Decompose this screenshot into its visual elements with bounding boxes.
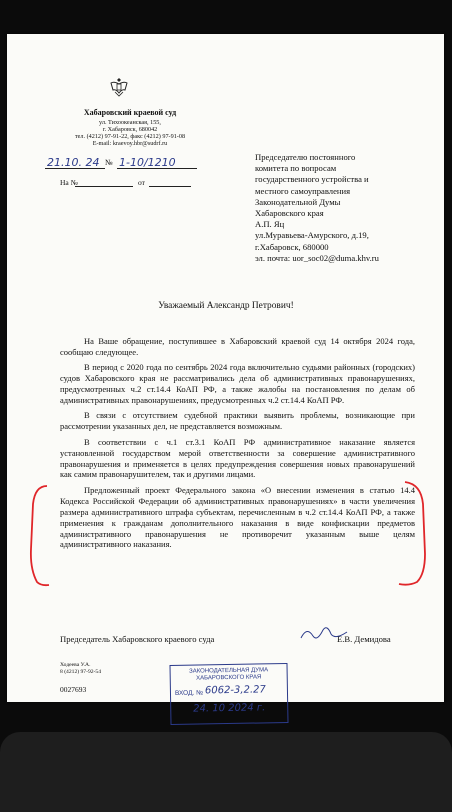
executor-phone: 8 (4212) 97-92-54 (60, 669, 102, 675)
handwritten-number: 1-10/1210 (119, 156, 176, 169)
document-number: 0027693 (60, 685, 87, 694)
court-address-line1: ул. Тихоокеанская, 155, (99, 119, 161, 126)
incoming-stamp (169, 663, 288, 725)
stamp-in-label: ВХОД. № (174, 689, 204, 697)
stamp-in-number: 6062-3,2.27 (204, 684, 266, 697)
ref-from-label: от (138, 178, 145, 187)
paragraph: В период с 2020 года по сентябрь 2024 года включительно судьями районных (городских) судов Хабаровского края не рассматривались дела об административных правонарушениях, предусмотренных ч.2 ст.14.4 КоАП РФ, а также жалобы на постановления по делам об административных правонарушениях, предусмотренных ч.2 ст.14.4 КоАП РФ. (60, 362, 415, 406)
executor-name: Ходеева У.А. (60, 662, 91, 668)
recipient-line: ул.Муравьева-Амурского, д.19, (255, 230, 369, 241)
recipient-line: комитета по вопросам (255, 163, 337, 174)
recipient-line: государственного устройства и (255, 174, 369, 185)
recipient-line: г.Хабаровск, 680000 (255, 241, 329, 252)
paragraph: На Ваше обращение, поступившее в Хабаровский краевой суд 14 октября 2024 года, сообщаю следующее. (60, 336, 415, 357)
court-phones: тел. (4212) 97-91-22, факс (4212) 97-91-08 (74, 133, 186, 140)
signature-name: Е.В. Демидова (337, 634, 391, 644)
phone-bottom-bar (0, 732, 452, 812)
recipient-email: эл. почта: uor_soc02@duma.khv.ru (255, 252, 379, 263)
stamp-line1: ЗАКОНОДАТЕЛЬНАЯ ДУМА (189, 667, 269, 675)
ref-no-label: На № (60, 178, 78, 187)
recipient-line: А.П. Яц (255, 219, 285, 230)
greeting: Уважаемый Александр Петрович! (158, 301, 294, 311)
handwritten-signature (297, 622, 357, 644)
court-address-line2: г. Хабаровск, 680042 (102, 126, 158, 133)
court-name: Хабаровский краевой суд (83, 108, 177, 117)
red-brackets (7, 34, 444, 702)
paragraph: В соответствии с ч.1 ст.3.1 КоАП РФ административное наказание является установленной государством мерой ответственности за совершение административного правонарушения и применяется в целях предупреждения совершения новых правонарушений как самим правонарушителем, так и другими лицами. (60, 436, 415, 480)
paragraph: В связи с отсутствием судебной практики выявить проблемы, возникающие при рассмотрении указанных дел, не представляется возможным. (60, 410, 415, 432)
handwritten-date: 21.10. 24 (47, 156, 100, 169)
recipient-line: Хабаровского края (255, 208, 324, 219)
paragraph-highlighted: Предложенный проект Федерального закона «О внесении изменения в статью 14.4 Кодекса Российской Федерации об административных правонарушениях» в части увеличения размера административного штрафа субъектам, перечисленным в ч.2 ст.14.4 КоАП РФ, а также применения к гражданам дополнительного наказания в виде конфискации предметов административного правонарушения не противоречит указанным выше целям административного наказания. (60, 484, 415, 550)
recipient-line: Законодательной Думы (255, 196, 341, 207)
stamp-line2: ХАБАРОВСКОГО КРАЯ (196, 674, 262, 682)
court-email: E-mail: kraevoy.hbr@sudrf.ru (92, 140, 168, 147)
letter-page (7, 34, 444, 715)
recipient-line: Председателю постоянного (255, 152, 356, 162)
date-separator: № (105, 158, 113, 167)
recipient-line: местного самоуправления (255, 185, 351, 196)
stamp-in-date: 24. 10 2024 г. (193, 702, 266, 715)
signature-title: Председатель Хабаровского краевого суда (60, 634, 215, 644)
